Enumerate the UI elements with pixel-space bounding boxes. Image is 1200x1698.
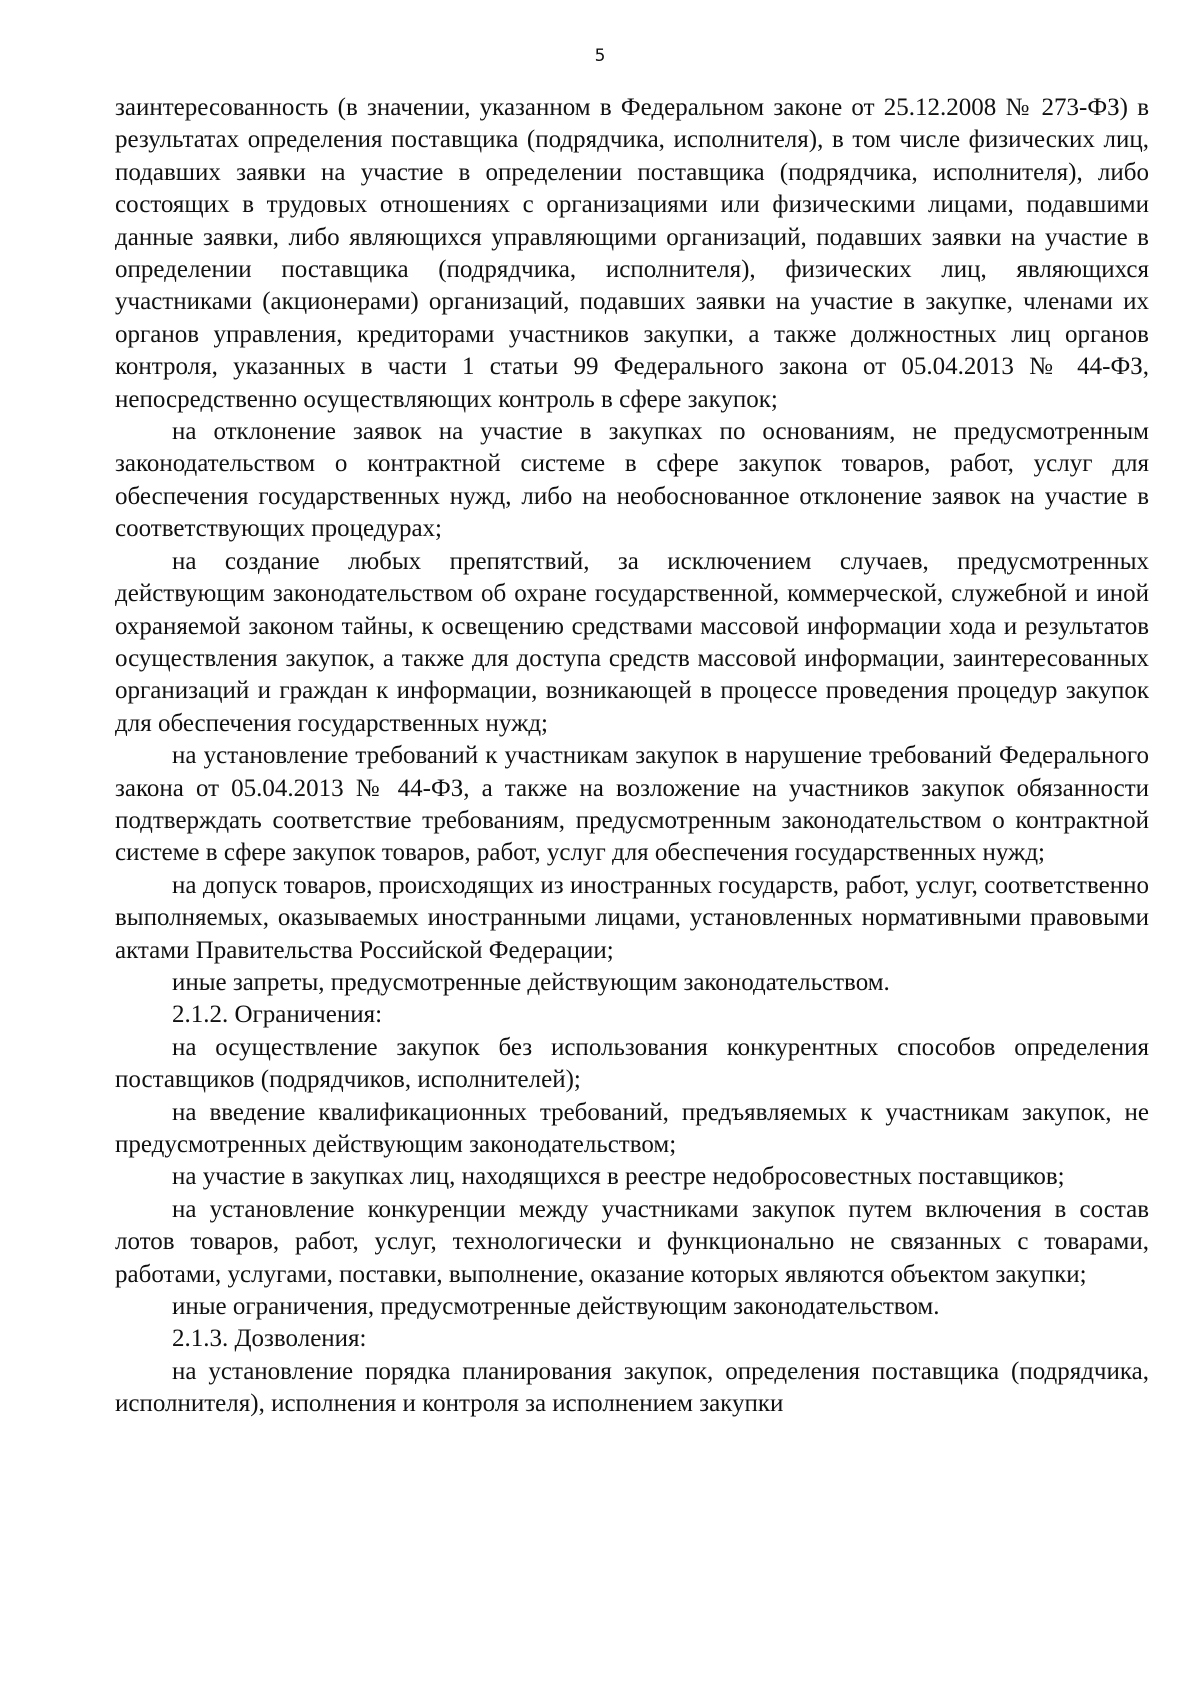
paragraph-continuation: заинтересованность (в значении, указанном в Федеральном законе от 25.12.2008 № 273-ФЗ) в результатах определения поставщика (подрядчика, исполнителя), в том числе физических лиц, подавших заявки на участие в определении поставщика (подрядчика, исполнителя), либо состоящих в трудовых отношениях с организациями или физическими лицами, подавшими данные заявки, либо являющихся управляющими организаций, подавших заявки на участие в определении поставщика (подрядчика, исполнителя), физических лиц, являющихся участниками (акционерами) организаций, подавших заявки на участие в закупке, членами их органов управления, кредиторами участников закупки, а также должностных лиц органов контроля, указанных в части 1 статьи 99 Федерального закона от 05.04.2013 № 44-ФЗ, непосредственно осуществляющих контроль в сфере закупок; (115, 94, 1149, 413)
paragraph-other-restrictions: иные ограничения, предусмотренные действующим законодательством. (172, 1293, 940, 1321)
paragraph-ban-obstacles: на создание любых препятствий, за исключением случаев, предусмотренных действующим законодательством об охране государственной, коммерческой, служебной и иной охраняемой законом тайны, к освещению средствами массовой информации хода и результатов осуществления закупок, а также для доступа средств массовой информации, заинтересованных организаций и граждан к информации, возникающей в процессе проведения процедур закупок для обеспечения государственных нужд; (115, 547, 1149, 737)
paragraph-restriction-registry: на участие в закупках лиц, находящихся в реестре недобросовестных поставщиков; (172, 1163, 1065, 1191)
paragraph-ban-requirements: на установление требований к участникам закупок в нарушение требований Федерального закона от 05.04.2013 № 44-ФЗ, а также на возложение на участников закупок обязанности подтверждать соответствие требованиям, предусмотренным законодательством о контрактной системе в сфере закупок товаров, работ, услуг для обеспечения государственных нужд; (115, 742, 1149, 867)
paragraph-ban-foreign-goods: на допуск товаров, происходящих из иностранных государств, работ, услуг, соответственно выполняемых, оказываемых иностранными лицами, установленных нормативными правовыми актами Правительства Российской Федерации; (115, 871, 1149, 964)
paragraph-other-bans: иные запреты, предусмотренные действующим законодательством. (172, 968, 890, 996)
paragraph-restriction-competition: на установление конкуренции между участниками закупок путем включения в состав лотов товаров, работ, услуг, технологически и функционально не связанных с товарами, работами, услугами, поставки, выполнение, оказание которых являются объектом закупки; (115, 1195, 1149, 1288)
section-heading-restrictions: 2.1.2. Ограничения: (172, 1001, 383, 1029)
document-body (115, 92, 1149, 1421)
paragraph-ban-rejection: на отклонение заявок на участие в закупках по основаниям, не предусмотренным законодательством о контрактной системе в сфере закупок товаров, работ, услуг для обеспечения государственных нужд, либо на необоснованное отклонение заявок на участие в соответствующих процедурах; (115, 418, 1149, 543)
page-number: 5 (594, 46, 606, 66)
section-heading-permissions: 2.1.3. Дозволения: (172, 1325, 367, 1353)
paragraph-restriction-qualification: на введение квалификационных требований, предъявляемых к участникам закупок, не предусмотренных действующим законодательством; (115, 1098, 1149, 1158)
paragraph-restriction-noncompetitive: на осуществление закупок без использования конкурентных способов определения поставщиков (подрядчиков, исполнителей); (115, 1033, 1149, 1094)
paragraph-permission-procedure: на установление порядка планирования закупок, определения поставщика (подрядчика, исполнителя), исполнения и контроля за исполнением закупки (115, 1357, 1149, 1418)
